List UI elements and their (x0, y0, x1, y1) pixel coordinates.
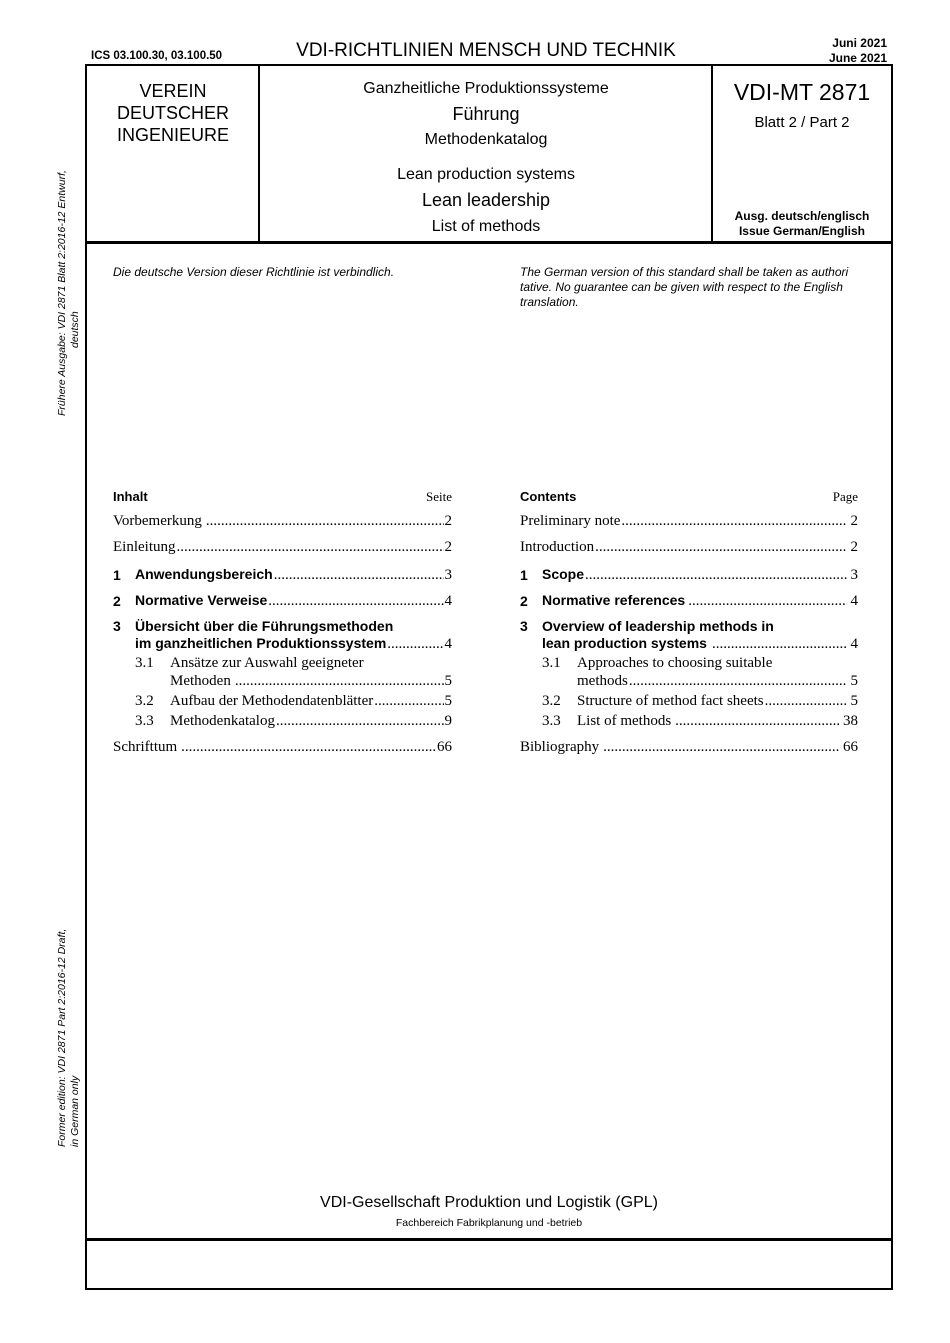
toc-de-entry-bib[interactable] (113, 739, 452, 756)
language-note-de: Die deutsche Version dieser Richtlinie ist verbindlich. (113, 265, 395, 279)
toc-en-entry-s1[interactable] (542, 566, 858, 584)
toc-en-page-heading: Page (832, 489, 858, 504)
toc-de-s1-number: 1 (113, 567, 121, 583)
toc-de-s3-page: 4 (444, 636, 452, 652)
toc-de-heading: Inhalt (113, 489, 148, 504)
former-edition-en (56, 929, 82, 1147)
toc-en-s31-label-line-2: methods (577, 673, 628, 689)
society-name: VDI-Gesellschaft Produktion und Logistik (GPL) (320, 1194, 658, 1211)
former-edition-de-line-2: deutsch (69, 311, 81, 348)
language-note-en-line-3: translation. (520, 295, 579, 309)
former-edition-de-line-1: Frühere Ausgabe: VDI 2871 Blatt 2:2016-12 Entwurf, (56, 170, 68, 416)
title-block-rule (87, 241, 891, 244)
toc-de-entry-s2[interactable] (135, 592, 452, 610)
title-de-line-3: Methodenkatalog (424, 131, 548, 148)
toc-de-bib-page: 66 (437, 739, 452, 755)
toc-en-entry-s31[interactable] (577, 673, 858, 690)
toc-de-s3-label-line-1[interactable]: Übersicht über die Führungsmethoden (135, 618, 394, 634)
toc-en-s1-page: 3 (850, 567, 858, 583)
toc-en-s32-label: Structure of method fact sheets (577, 693, 764, 709)
toc-de-s2-page: 4 (444, 593, 452, 609)
toc-en-s1-number: 1 (520, 567, 528, 583)
toc-en-s2-page: 4 (850, 593, 858, 609)
former-edition-en-line-2: in German only (69, 1075, 81, 1147)
toc-en-s3-number: 3 (520, 618, 528, 634)
org-name-line-1: VEREIN (139, 81, 207, 101)
toc-en-entry-s3[interactable] (542, 635, 858, 653)
toc-de-entry-intro[interactable] (113, 539, 452, 556)
title-en-line-3: List of methods (431, 218, 541, 235)
former-edition-en-line-1: Former edition: VDI 2871 Part 2:2016-12 Draft, (56, 928, 68, 1147)
toc-de-s2-number: 2 (113, 593, 121, 609)
toc-de-s1-label: Anwendungsbereich (135, 566, 273, 582)
title-de-line-1: Ganzheitliche Produktionssysteme (363, 80, 609, 97)
toc-de-s1-page: 3 (444, 567, 452, 583)
org-name-line-2: DEUTSCHER (116, 103, 229, 123)
title-en-line-2: Lean leadership (421, 190, 551, 210)
toc-de-entry-s3[interactable] (135, 635, 452, 653)
toc-en-bib-page: 66 (843, 739, 858, 755)
toc-en-s31-page: 5 (850, 673, 858, 689)
toc-en-bib-label: Bibliography (520, 739, 600, 755)
toc-de-s33-label: Methodenkatalog (170, 713, 275, 729)
toc-de-s31-label-line-2: Methoden (170, 673, 231, 689)
toc-de-s31-page: 5 (444, 673, 452, 689)
toc-en-s33-page: 38 (843, 713, 858, 729)
issue-german: Ausg. deutsch/englisch (734, 209, 870, 223)
language-note-en-line-2: tative. No guarantee can be given with respect to the English (520, 280, 843, 294)
toc-de-prelim-page: 2 (444, 513, 452, 529)
toc-de-entry-s31[interactable] (170, 673, 452, 690)
series-title: VDI-RICHTLINIEN MENSCH UND TECHNIK (296, 40, 676, 61)
toc-de-s3-label-line-2: im ganzheitlichen Produktionssystem (135, 635, 387, 651)
toc-de-entry-s1[interactable] (135, 566, 452, 584)
division-name: Fachbereich Fabrikplanung und -betrieb (395, 1217, 583, 1229)
toc-en-s32-page: 5 (850, 693, 858, 709)
toc-en-s31-label-line-1[interactable]: Approaches to choosing suitable (577, 655, 773, 671)
toc-en-s33-number: 3.3 (542, 713, 561, 729)
toc-en-entry-s2[interactable] (542, 592, 858, 610)
toc-de-s33-page: 9 (444, 713, 452, 729)
toc-de-s33-number: 3.3 (135, 713, 154, 729)
org-name-line-3: INGENIEURE (116, 125, 230, 145)
language-note-en-line-1: The German version of this standard shall be taken as authori (520, 265, 849, 279)
date-german: Juni 2021 (832, 36, 887, 50)
toc-en-prelim-label: Preliminary note (520, 513, 621, 529)
issue-english: Issue German/English (738, 224, 866, 238)
footer-rule (87, 1238, 891, 1241)
toc-de-entry-prelim[interactable] (113, 513, 452, 530)
toc-de-s32-label: Aufbau der Methodendatenblätter (170, 693, 374, 709)
ics-code: ICS 03.100.30, 03.100.50 (91, 50, 223, 62)
toc-en-prelim-page: 2 (850, 513, 858, 529)
date-english: June 2021 (828, 51, 887, 65)
toc-en-s3-label-line-1[interactable]: Overview of leadership methods in (542, 618, 774, 634)
toc-en-s31-number: 3.1 (542, 655, 561, 671)
former-edition-de (56, 170, 82, 416)
toc-de-s31-number: 3.1 (135, 655, 154, 671)
toc-en-s2-number: 2 (520, 593, 528, 609)
toc-de-entry-s33[interactable] (170, 713, 452, 730)
toc-en-entry-s32[interactable] (577, 693, 858, 710)
toc-de-intro-label: Einleitung (113, 539, 176, 555)
toc-de-s2-label: Normative Verweise (135, 592, 268, 608)
toc-en-s33-label: List of methods (577, 713, 672, 729)
toc-de-intro-page: 2 (444, 539, 452, 555)
document-part: Blatt 2 / Part 2 (754, 114, 850, 131)
toc-en-entry-prelim[interactable] (520, 513, 858, 530)
toc-en-s1-label: Scope (542, 566, 585, 582)
title-en-line-1: Lean production systems (397, 166, 575, 183)
toc-en-heading: Contents (520, 489, 577, 504)
toc-de-s32-number: 3.2 (135, 693, 154, 709)
toc-en-intro-page: 2 (850, 539, 858, 555)
title-de-line-2: Führung (452, 104, 520, 124)
toc-de-bib-label: Schrifttum (113, 739, 178, 755)
toc-en-entry-intro[interactable] (520, 539, 858, 556)
document-id: VDI-MT 2871 (733, 79, 871, 105)
toc-de-page-heading: Seite (426, 489, 452, 504)
toc-en-s32-number: 3.2 (542, 693, 561, 709)
toc-en-s3-label-line-2: lean production systems (542, 635, 707, 651)
toc-de-s3-number: 3 (113, 618, 121, 634)
toc-de-prelim-label: Vorbemerkung (113, 513, 202, 529)
toc-en-entry-bib[interactable] (520, 739, 858, 756)
toc-en-s2-label: Normative references (542, 592, 686, 608)
toc-en-s3-page: 4 (850, 636, 858, 652)
toc-en-intro-label: Introduction (520, 539, 595, 555)
toc-de-entry-s32[interactable] (170, 693, 452, 710)
toc-de-s32-page: 5 (444, 693, 452, 709)
toc-en-entry-s33[interactable] (577, 713, 858, 730)
toc-de-s31-label-line-1[interactable]: Ansätze zur Auswahl geeigneter (170, 655, 364, 671)
